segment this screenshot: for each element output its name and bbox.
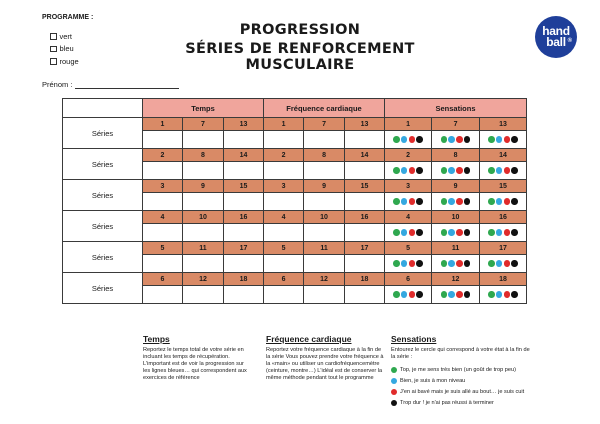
sensation-label: Trop dur ! je n'ai pas réussi à terminer [400, 399, 494, 406]
checkbox[interactable] [50, 33, 57, 40]
series-number: 6 [264, 273, 304, 286]
sensation-blue [391, 375, 531, 386]
frequence-entry-cell[interactable] [345, 224, 385, 242]
programme-option-vert[interactable] [50, 30, 79, 43]
sensation-choice-cell [432, 286, 480, 304]
red-circle-icon[interactable] [504, 198, 511, 205]
frequence-entry-cell[interactable] [264, 255, 304, 273]
legend-frequence [266, 334, 384, 382]
frequence-entry-cell[interactable] [304, 131, 345, 149]
frequence-entry-cell[interactable] [345, 131, 385, 149]
header-temps: Temps [143, 99, 264, 118]
series-label: Séries [63, 211, 143, 242]
programme-option-bleu[interactable] [50, 43, 79, 56]
frequence-entry-cell[interactable] [304, 224, 345, 242]
blue-circle-icon[interactable] [448, 136, 455, 143]
blue-circle-icon[interactable] [496, 260, 503, 267]
temps-entry-cell[interactable] [143, 286, 183, 304]
series-number: 15 [345, 180, 385, 193]
temps-entry-cell[interactable] [183, 193, 224, 211]
frequence-entry-cell[interactable] [345, 255, 385, 273]
green-circle-icon[interactable] [393, 198, 400, 205]
temps-entry-cell[interactable] [143, 255, 183, 273]
green-circle-icon[interactable] [441, 198, 448, 205]
series-number: 12 [432, 273, 480, 286]
series-number: 9 [183, 180, 224, 193]
red-circle-icon[interactable] [409, 198, 416, 205]
blue-circle-icon[interactable] [401, 136, 408, 143]
progression-table [62, 98, 527, 304]
series-number: 16 [224, 211, 264, 224]
sensation-choice-cell [385, 255, 432, 273]
series-number: 11 [432, 242, 480, 255]
series-number: 1 [264, 118, 304, 131]
series-label: Séries [63, 273, 143, 304]
prenom-field[interactable] [42, 80, 179, 89]
red-circle-icon[interactable] [456, 167, 463, 174]
sensation-choice-cell [385, 224, 432, 242]
black-circle-icon[interactable] [511, 198, 518, 205]
logo-text-ball: ball [546, 35, 566, 49]
sensation-choice-cell [480, 193, 527, 211]
red-circle-icon[interactable] [504, 167, 511, 174]
series-number: 18 [345, 273, 385, 286]
blue-circle-icon[interactable] [496, 198, 503, 205]
legend-sens-text: Entourez le cercle qui correspond à votre état à la fin de la série : [391, 347, 530, 360]
series-number: 15 [224, 180, 264, 193]
temps-entry-cell[interactable] [183, 286, 224, 304]
temps-entry-cell[interactable] [224, 193, 264, 211]
series-number: 13 [345, 118, 385, 131]
black-circle-icon[interactable] [464, 229, 471, 236]
sensation-choice-cell [432, 162, 480, 180]
logo-text-hand: hand [542, 23, 570, 38]
temps-entry-cell[interactable] [224, 224, 264, 242]
series-number: 7 [304, 118, 345, 131]
series-number: 3 [264, 180, 304, 193]
legend-freq-text: Reportez votre fréquence cardiaque à la fin de la série Vous pouvez prendre votre fréquence à la «main» ou utiliser un cardiofréquencemètre (ceinture, montre…) L'idéal est de conserver la même méthode pendant tout le programme [266, 347, 384, 381]
legend-freq-title: Fréquence cardiaque [266, 334, 352, 344]
blue-circle-icon[interactable] [448, 167, 455, 174]
series-number: 16 [480, 211, 527, 224]
red-circle-icon[interactable] [409, 136, 416, 143]
frequence-entry-cell[interactable] [345, 193, 385, 211]
green-circle-icon[interactable] [393, 291, 400, 298]
series-number: 4 [385, 211, 432, 224]
programme-options [50, 30, 79, 68]
sensation-choice-cell [432, 255, 480, 273]
series-number: 17 [345, 242, 385, 255]
black-circle-icon[interactable] [464, 260, 471, 267]
sensation-choice-cell [480, 286, 527, 304]
series-number: 6 [143, 273, 183, 286]
green-circle-icon[interactable] [488, 291, 495, 298]
blue-circle-icon[interactable] [448, 229, 455, 236]
series-number: 3 [143, 180, 183, 193]
series-label: Séries [63, 118, 143, 149]
series-number: 5 [385, 242, 432, 255]
series-number-row [63, 118, 527, 131]
series-number: 14 [345, 149, 385, 162]
series-number: 7 [183, 118, 224, 131]
series-number: 5 [264, 242, 304, 255]
series-number: 17 [224, 242, 264, 255]
series-number: 10 [432, 211, 480, 224]
red-circle-icon[interactable] [409, 291, 416, 298]
sensation-choice-cell [385, 162, 432, 180]
green-circle-icon[interactable] [393, 260, 400, 267]
blue-circle-icon[interactable] [496, 229, 503, 236]
series-number: 8 [304, 149, 345, 162]
legend-temps [143, 334, 251, 382]
black-circle-icon[interactable] [416, 229, 423, 236]
series-number-row [63, 211, 527, 224]
series-number: 5 [143, 242, 183, 255]
series-number: 10 [304, 211, 345, 224]
blue-circle-icon[interactable] [448, 291, 455, 298]
series-number: 10 [183, 211, 224, 224]
series-number: 16 [345, 211, 385, 224]
series-number-row [63, 273, 527, 286]
logo-mark: ® [567, 38, 572, 44]
frequence-entry-cell[interactable] [264, 131, 304, 149]
legend-sensations [391, 334, 531, 408]
sensation-choice-cell [480, 255, 527, 273]
red-circle-icon[interactable] [456, 291, 463, 298]
temps-entry-cell[interactable] [143, 193, 183, 211]
green-circle-icon[interactable] [441, 136, 448, 143]
page-title: PROGRESSION [239, 22, 361, 38]
black-circle-icon[interactable] [511, 291, 518, 298]
series-number-row [63, 149, 527, 162]
series-number: 18 [480, 273, 527, 286]
green-circle-icon[interactable] [393, 136, 400, 143]
sensation-choice-cell [432, 193, 480, 211]
red-circle-icon[interactable] [504, 136, 511, 143]
sensation-choice-cell [385, 193, 432, 211]
blue-circle-icon[interactable] [401, 291, 408, 298]
sensation-label: Top, je me sens très bien (un goût de trop peu) [400, 366, 516, 373]
series-number-row [63, 180, 527, 193]
green-circle-icon[interactable] [441, 291, 448, 298]
frequence-entry-cell[interactable] [345, 162, 385, 180]
frequence-entry-cell[interactable] [345, 286, 385, 304]
temps-entry-cell[interactable] [224, 286, 264, 304]
blue-circle-icon[interactable] [401, 260, 408, 267]
blue-circle-icon[interactable] [496, 136, 503, 143]
series-number: 13 [480, 118, 527, 131]
series-number: 11 [304, 242, 345, 255]
blue-circle-icon[interactable] [401, 229, 408, 236]
temps-entry-cell[interactable] [183, 224, 224, 242]
checkbox[interactable] [50, 58, 57, 65]
black-circle-icon[interactable] [464, 291, 471, 298]
series-number: 8 [183, 149, 224, 162]
series-number: 13 [224, 118, 264, 131]
red-circle-icon[interactable] [456, 229, 463, 236]
temps-entry-cell[interactable] [183, 255, 224, 273]
series-number: 12 [183, 273, 224, 286]
option-label: vert [59, 31, 73, 41]
series-number: 15 [480, 180, 527, 193]
series-number: 7 [432, 118, 480, 131]
page-subtitle: SÉRIES DE RENFORCEMENT MUSCULAIRE [185, 41, 415, 73]
programme-option-rouge[interactable] [50, 55, 79, 68]
blue-circle-icon[interactable] [496, 291, 503, 298]
blue-circle-icon[interactable] [401, 198, 408, 205]
series-number: 4 [143, 211, 183, 224]
checkbox[interactable] [50, 46, 57, 53]
frequence-entry-cell[interactable] [264, 286, 304, 304]
sensation-choice-cell [432, 224, 480, 242]
option-label: bleu [59, 44, 74, 54]
series-number: 2 [143, 149, 183, 162]
handball-logo [535, 16, 577, 58]
sensation-black [391, 397, 531, 408]
red-circle-icon[interactable] [456, 260, 463, 267]
programme-label: PROGRAMME : [42, 14, 94, 21]
series-number: 14 [224, 149, 264, 162]
black-circle-icon[interactable] [511, 167, 518, 174]
black-circle-icon[interactable] [416, 198, 423, 205]
sensation-choice-cell [480, 224, 527, 242]
green-circle-icon[interactable] [393, 167, 400, 174]
series-number: 17 [480, 242, 527, 255]
series-number-row [63, 242, 527, 255]
temps-entry-cell[interactable] [143, 224, 183, 242]
black-circle-icon[interactable] [416, 136, 423, 143]
black-circle-icon[interactable] [511, 136, 518, 143]
frequence-entry-cell[interactable] [304, 286, 345, 304]
series-number: 6 [385, 273, 432, 286]
sensation-red [391, 386, 531, 397]
blue-circle-icon[interactable] [401, 167, 408, 174]
sensation-choice-cell [385, 286, 432, 304]
frequence-entry-cell[interactable] [304, 162, 345, 180]
legend-temps-text: Reportez le temps total de votre série en incluant les temps de récupération. L'important est de voir la progression sur les lignes bleues… qui correspondent aux exercices de référence [143, 347, 247, 381]
option-label: rouge [59, 56, 79, 66]
blue-circle-icon[interactable] [496, 167, 503, 174]
red-circle-icon[interactable] [409, 229, 416, 236]
sensation-label: J'en ai bavé mais je suis allé au bout… je suis cuit [400, 388, 525, 395]
sensation-choice-cell [480, 131, 527, 149]
series-number: 11 [183, 242, 224, 255]
frequence-entry-cell[interactable] [304, 193, 345, 211]
black-circle-icon[interactable] [416, 260, 423, 267]
series-number: 9 [432, 180, 480, 193]
green-circle-icon[interactable] [488, 229, 495, 236]
sensation-choice-cell [385, 131, 432, 149]
series-number: 1 [385, 118, 432, 131]
green-circle-icon[interactable] [441, 229, 448, 236]
black-circle-icon[interactable] [464, 136, 471, 143]
prenom-label: Prénom : [42, 80, 73, 89]
series-label: Séries [63, 242, 143, 273]
series-label: Séries [63, 149, 143, 180]
green-circle-icon[interactable] [488, 136, 495, 143]
temps-entry-cell[interactable] [143, 162, 183, 180]
sensation-choice-cell [432, 131, 480, 149]
prenom-input-line[interactable] [75, 82, 179, 89]
red-circle-icon [391, 389, 397, 395]
frequence-entry-cell[interactable] [304, 255, 345, 273]
series-number: 1 [143, 118, 183, 131]
series-number: 8 [432, 149, 480, 162]
header-sensations: Sensations [385, 99, 527, 118]
black-circle-icon[interactable] [464, 167, 471, 174]
sensation-label: Bien, je suis à mon niveau [400, 377, 466, 384]
black-circle-icon[interactable] [416, 167, 423, 174]
series-number: 3 [385, 180, 432, 193]
series-number: 14 [480, 149, 527, 162]
black-circle-icon[interactable] [416, 291, 423, 298]
green-circle-icon[interactable] [441, 260, 448, 267]
sensation-green [391, 364, 531, 375]
series-number: 4 [264, 211, 304, 224]
red-circle-icon[interactable] [504, 260, 511, 267]
table-corner [63, 99, 143, 118]
header-frequence: Fréquence cardiaque [264, 99, 385, 118]
green-circle-icon[interactable] [441, 167, 448, 174]
blue-circle-icon[interactable] [448, 198, 455, 205]
series-number: 2 [264, 149, 304, 162]
black-circle-icon [391, 400, 397, 406]
temps-entry-cell[interactable] [224, 162, 264, 180]
sensation-choice-cell [480, 162, 527, 180]
blue-circle-icon[interactable] [448, 260, 455, 267]
red-circle-icon[interactable] [409, 167, 416, 174]
temps-entry-cell[interactable] [224, 131, 264, 149]
red-circle-icon[interactable] [504, 291, 511, 298]
temps-entry-cell[interactable] [224, 255, 264, 273]
temps-entry-cell[interactable] [183, 162, 224, 180]
red-circle-icon[interactable] [504, 229, 511, 236]
series-number: 12 [304, 273, 345, 286]
red-circle-icon[interactable] [409, 260, 416, 267]
frequence-entry-cell[interactable] [264, 224, 304, 242]
blue-circle-icon [391, 378, 397, 384]
series-number: 9 [304, 180, 345, 193]
series-number: 18 [224, 273, 264, 286]
red-circle-icon[interactable] [456, 136, 463, 143]
temps-entry-cell[interactable] [183, 131, 224, 149]
green-circle-icon[interactable] [488, 198, 495, 205]
green-circle-icon [391, 367, 397, 373]
series-number: 2 [385, 149, 432, 162]
green-circle-icon[interactable] [488, 260, 495, 267]
legend-temps-title: Temps [143, 334, 170, 344]
legend-sens-title: Sensations [391, 334, 437, 344]
green-circle-icon[interactable] [488, 167, 495, 174]
black-circle-icon[interactable] [464, 198, 471, 205]
frequence-entry-cell[interactable] [264, 162, 304, 180]
green-circle-icon[interactable] [393, 229, 400, 236]
temps-entry-cell[interactable] [143, 131, 183, 149]
frequence-entry-cell[interactable] [264, 193, 304, 211]
series-label: Séries [63, 180, 143, 211]
black-circle-icon[interactable] [511, 229, 518, 236]
red-circle-icon[interactable] [456, 198, 463, 205]
black-circle-icon[interactable] [511, 260, 518, 267]
